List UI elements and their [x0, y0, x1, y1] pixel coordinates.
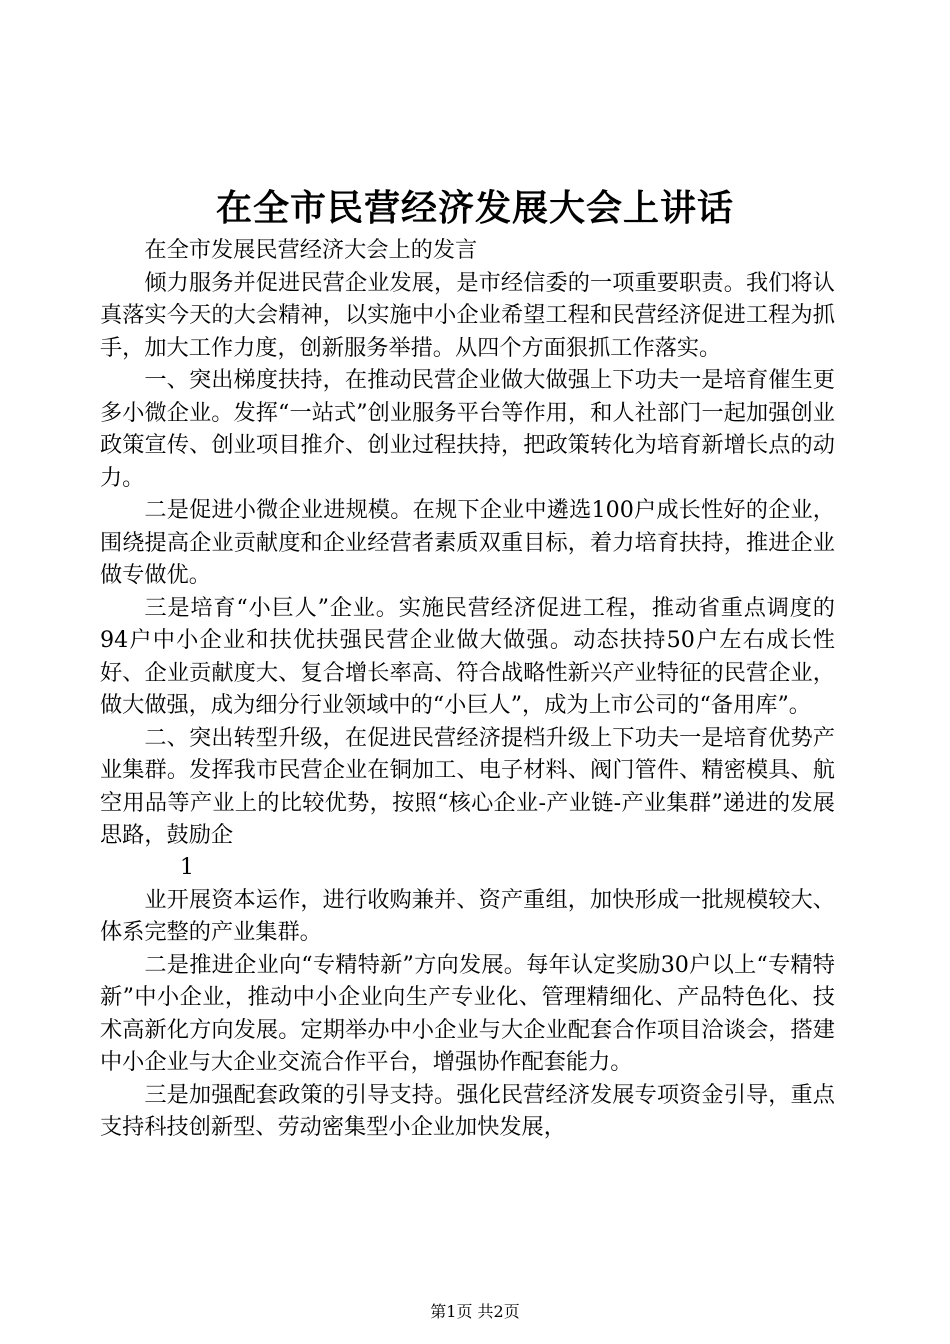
page-footer: 第1页 共2页 [430, 1302, 520, 1321]
paragraph: 业开展资本运作，进行收购兼并、资产重组，加快形成一批规模较大、体系完整的产业集群。 [100, 886, 835, 945]
paragraph: 一、突出梯度扶持，在推动民营企业做大做强上下功夫一是培育催生更多小微企业。发挥“一站式”创业服务平台等作用，和人社部门一起加强创业政策宣传、创业项目推介、创业过程扶持，把政策转化为培育新增长点的动力。 [100, 367, 835, 491]
paragraph: 三是加强配套政策的引导支持。强化民营经济发展专项资金引导，重点支持科技创新型、劳动密集型小企业加快发展， [100, 1081, 835, 1140]
page-number: 1 [180, 854, 194, 880]
paragraph: 二是促进小微企业进规模。在规下企业中遴选100户成长性好的企业，围绕提高企业贡献度和企业经营者素质双重目标，着力培育扶持，推进企业做专做优。 [100, 497, 835, 588]
document-body [100, 234, 835, 1144]
paragraph: 倾力服务并促进民营企业发展，是市经信委的一项重要职责。我们将认真落实今天的大会精神，以实施中小企业希望工程和民营经济促进工程为抓手，加大工作力度，创新服务举措。从四个方面狠抓工作落实。 [100, 269, 835, 361]
paragraph: 二是推进企业向“专精特新”方向发展。每年认定奖励30户以上“专精特新”中小企业，推动中小企业向生产专业化、管理精细化、产品特色化、技术高新化方向发展。定期举办中小企业与大企业配套合作项目洽谈会，搭建中小企业与大企业交流合作平台，增强协作配套能力。 [100, 951, 835, 1075]
paragraph: 在全市发展民营经济大会上的发言 [144, 237, 478, 263]
document-title: 在全市民营经济发展大会上讲话 [215, 187, 734, 229]
paragraph: 二、突出转型升级，在促进民营经济提档升级上下功夫一是培育优势产业集群。发挥我市民营企业在铜加工、电子材料、阀门管件、精密模具、航空用品等产业上的比较优势，按照“核心企业-产业链-产业集群”递进的发展思路，鼓励企 [100, 724, 835, 848]
paragraph: 三是培育“小巨人”企业。实施民营经济促进工程，推动省重点调度的94户中小企业和扶优扶强民营企业做大做强。动态扶持50户左右成长性好、企业贡献度大、复合增长率高、符合战略性新兴产业特征的民营企业，做大做强，成为细分行业领域中的“小巨人”，成为上市公司的“备用库”。 [100, 594, 835, 718]
